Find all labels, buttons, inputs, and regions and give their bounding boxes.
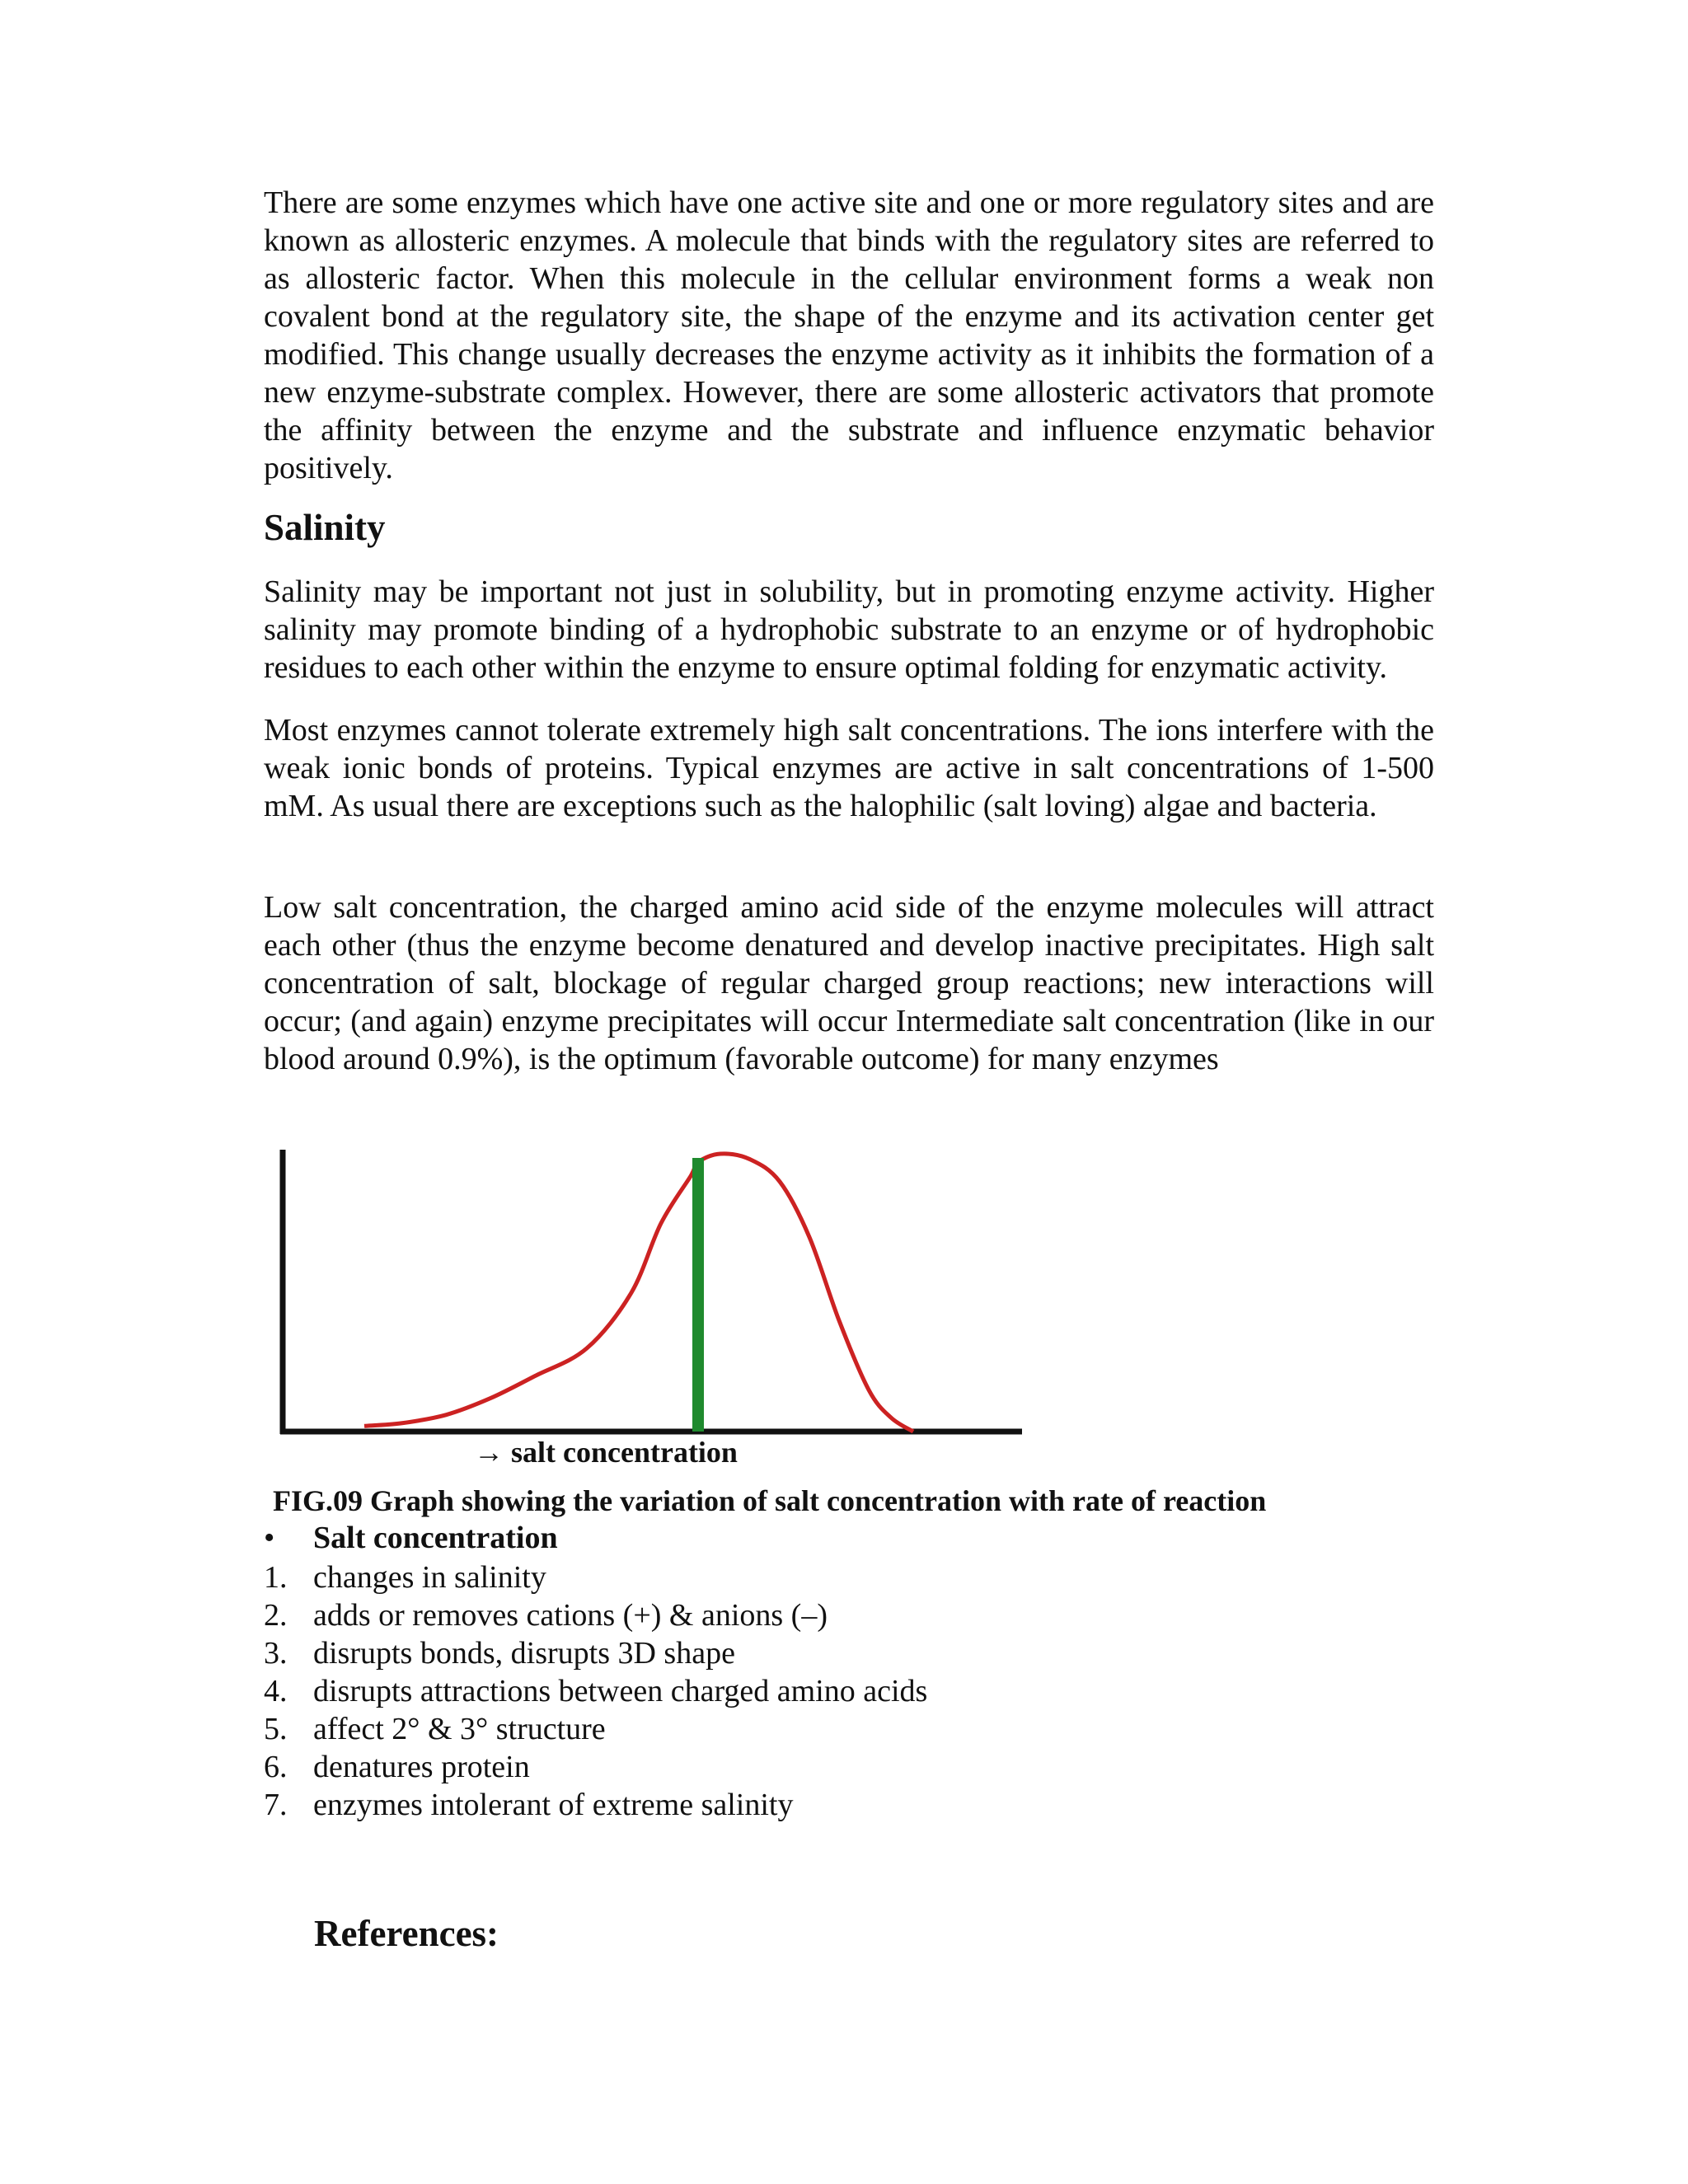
paragraph-salinity-intro: Salinity may be important not just in solubility, but in promoting enzyme activity. Higher salinity may promote binding of a hydrophobic substrate to an enzyme or of hydrophobic residues to each other within the enzyme to ensure optimal folding for enzymatic activity. [264, 574, 1434, 685]
salt-effects-list [264, 1558, 927, 1824]
list-item: 7. enzymes intolerant of extreme salinity [264, 1788, 794, 1822]
list-heading-text: Salt concentration [313, 1521, 558, 1555]
heading-salinity: Salinity [264, 507, 386, 548]
paragraph-salt-tolerance: Most enzymes cannot tolerate extremely high salt concentrations. The ions interfere with the weak ionic bonds of proteins. Typical enzymes are active in salt concentrations of 1-500 mM. As usual there are exceptions such as the halophilic (salt loving) algae and bacteria. [264, 713, 1434, 823]
bullet-marker: • [264, 1521, 275, 1555]
paragraph-allosteric-enzymes: There are some enzymes which have one active site and one or more regulatory sites and are known as allosteric enzymes. A molecule that binds with the regulatory sites are referred to as allosteric factor. When this molecule in the cellular environment forms a weak non covalent bond at the regulatory site, the shape of the enzyme and its activation center get modified. This change usually decreases the enzyme activity as it inhibits the formation of a new enzyme-substrate complex. However, there are some allosteric activators that promote the affinity between the enzyme and the substrate and influence enzymatic behavior positively. [264, 185, 1434, 485]
list-item: 1. changes in salinity [264, 1560, 546, 1595]
list-item: 6. denatures protein [264, 1750, 530, 1784]
list-item: 4. disrupts attractions between charged amino acids [264, 1674, 928, 1708]
paragraph-salt-levels: Low salt concentration, the charged amino acid side of the enzyme molecules will attract each other (thus the enzyme become denatured and develop inactive precipitates. High salt concentration of salt, blockage of regular charged group reactions; new interactions will occur; (and again) enzyme precipitates will occur Intermediate salt concentration (like in our blood around 0.9%), is the optimum (favorable outcome) for many enzymes [264, 890, 1434, 1076]
list-heading [264, 1519, 558, 1557]
figure-caption: FIG.09 Graph showing the variation of salt concentration with rate of reaction [273, 1484, 1267, 1517]
salt-concentration-chart [272, 1150, 1039, 1479]
x-axis-label: → salt concentration [474, 1436, 738, 1469]
list-item: 5. affect 2° & 3° structure [264, 1712, 606, 1746]
list-item: 3. disrupts bonds, disrupts 3D shape [264, 1636, 735, 1671]
list-item: 2. adds or removes cations (+) & anions (–) [264, 1598, 828, 1633]
salt-concentration-figure [272, 1150, 1039, 1479]
activity-curve [364, 1154, 913, 1432]
heading-references: References: [314, 1913, 499, 1954]
